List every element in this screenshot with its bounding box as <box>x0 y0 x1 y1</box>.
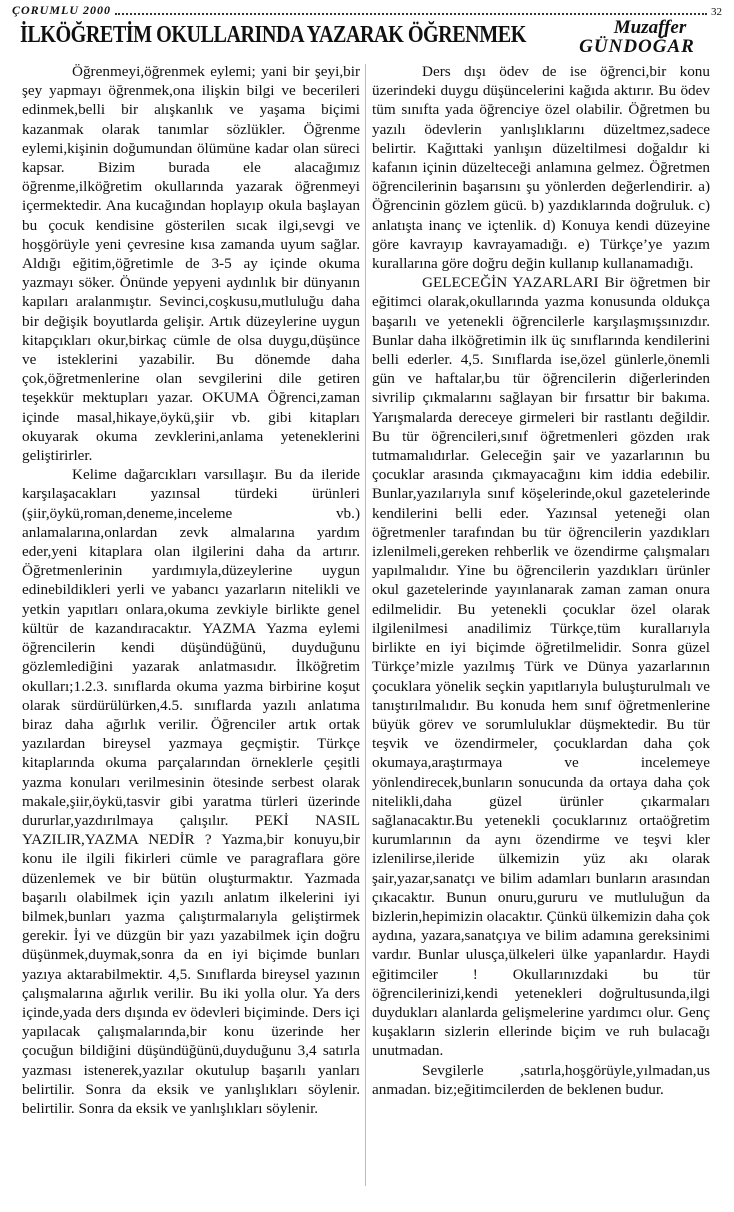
right-column <box>372 62 710 1099</box>
column-divider <box>365 64 366 1186</box>
author-name <box>552 18 722 56</box>
paragraph: Ders dışı ödev de ise öğrenci,bir konu üzerindeki duygu düşüncelerini kağıda aktırır. Bu ödev tüm sınıfta yada öğrenciye özel olabilir. Öğretmen bu yazılı ödevlerin yanlışlıklarını düzeltmez,sadece belirtir. Kağıttaki yanlışın düzeltilmesi doğaldır ki kafanın içinin düzelteceği anlamına gelmez. Öğretmen öğrencilerinin başarısını şu yönlerden değerlendirir. a) Öğrencinin gözlem gücü. b) yazdıklarında doğruluk. c) anlatışta inanç ve içtenlik. d) Konuya kendi düzeyine göre kavrayıp kavrayamadığı. e) Türkçe’ye yazım kurallarına göre doğru değin kullanıp kullanamadığı. <box>372 63 710 273</box>
article-title: İLKÖĞRETİM OKULLARINDA YAZARAK ÖĞRENMEK <box>20 22 526 48</box>
dotted-leader <box>115 13 707 15</box>
paragraph: GELECEĞİN YAZARLARI Bir öğretmen bir eğitimci olarak,okullarında yazma konusunda oldukça başarılı ve yetenekli öğrencilerle karşılaşmışsınızdır. Bunlar daha ilköğretimin ilk üç sınıflarında kendilerini belli ederler. 4,5. Sınıflarda ise,özel günlerle,önemli gün ve haftalar,bu tür öğrencilerin diğerlerinden sivrilip çıkmalarını sağlayan bir fırsattır bir bakıma. Yarışmalarda dereceye girmeleri bir rastlantı değildir. Bu tür öğrencileri,sınıf öğretmenleri gözden ırak tutmamalıdırlar. Geleceğin şair ve yazarlarının bu çocuklar arasında çıkmayacağını kim iddia edebilir. Bunlar,yazılarıyla sınıf köşelerinde,okul gazetelerinde kendilerini belli eder. Yazınsal yeteneği olan öğretmenler tarafından bu tür öğrencilerin yazdıkları izlenilmeli,gereken rehberlik ve özendirme çalışmaları yapılmalıdır. Yine bu öğrencilerin yazdıkları ürünler okul gazetelerinde yayınlanarak zaman zaman onura edilmelidir. Bu yetenekli çocuklar özel olarak ilgilenilmesi anadilimiz Türkçe,tüm kurallarıyla birlikte en iyi biçimde öğretilmelidir. Sonra güzel Türkçe’mizle yazılmış Türk ve Dünya yazarlarının çocuklara yönelik seçkin yapıtlarıyla buluşturulmalı ve tanıştırılmalıdır. Bu konuda hem sınıf öğretmenlerine büyük görev ve sorumluluklar düşmektedir. Bu tür teşvik ve özendirmeler, çocuklardan daha çok okumaya,araştırmaya ve incelemeye yönlendirecek,bunların sonucunda da ortaya daha çok nitelikli,daha güzel ürünler çıkarmaları sağlanacaktır.Bu yetenekli çocuklarınız ortaöğretim kurumlarının da aynı özendirme ve teşvi kler izlenilirse,ileride ülkemizin yüz akı olarak şair,yazar,sanatçı ve bilim adamları bunların arasından çıkacaktır. Bunun onuru,gururu ve mutluluğun da bizlerin,hepimizin olacaktır. Çünkü ülkemizin daha çok aydına, yazara,sanatçıya ve bilim adamına gereksinimi vardır. Bunlar ulusça,ülkeleri ülke yapanlardır. Haydi eğitimciler ! Okullarınızdaki bu tür öğrencilerinizi,kendi yetenekleri doğrultusunda,ilgi duydukları alanlarda gelişmelerine yardımcı olur. Genç kuşakların sizlerin ellerinde biçim ve ruh bulacağı unutmadan. <box>372 274 710 1060</box>
page-number: 32 <box>711 6 722 18</box>
magazine-name: ÇORUMLU 2000 <box>12 3 112 17</box>
page-header <box>12 2 722 18</box>
paragraph: Kelime dağarcıkları varsıllaşır. Bu da ileride karşılaşacakları yazınsal türdeki ürünleri (şiir,öykü,roman,deneme,inceleme vb.) anlamalarına,onlardan zevk almalarına yardım eder,yeni kitaplara olan ilgilerini daha da artırır. Öğretmenlerinin yardımıyla,düzeylerine uygun edinebildikleri yerli ve yabancı yazarların nitelikli ve yetkin yapıtları onlara,okuma zevkiyle birlikte genel kültür de kazandıracaktır. YAZMA Yazma eylemi öğrencilerin kendi düşündüğünü, duyduğunu gözlemlediğini yazarak anlatmasıdır. İlköğretim okulları;1.2.3. sınıflarda okuma yazma birbirine koşut olarak sürdürülürken,4.5. sınıflarda yazılı anlatıma biraz daha ağırlık verilir. Öğrenciler artık ortak yazılardan bireysel yazmaya geçmiştir. Türkçe kitaplarında okuma parçalarından örneklerle çeşitli yazma konuları verilmesinin ötesinde serbest olarak makale,şiir,öykü,tasvir gibi yaratma türleri üzerinde dururlar,yazdırılmaya çalışılır. PEKİ NASIL YAZILIR,YAZMA NEDİR ? Yazma,bir konuyu,bir konu ile ilgili fikirleri cümle ve paragraflara göre düzenlemek ve bir bütün oluşturmaktır. Yazmada başarılı olabilmek için yazılı anlatım ilkelerini iyi bilmek,bunları yazma çalıştırmalarıyla geliştirmek gerekir. İyi ve düzgün bir yazı yazabilmek için doğru düşünmek,duymak,sonra da en iyi biçimde bunları yazıya aktarabilmektir. 4,5. Sınıflarda bireysel yazının çalışmalarına ağırlık verilir. Bu iki yolla olur. Ya ders içinde,yada ders dışında ev ödevleri biçiminde. Ders içi yapılacak çalışmalarında,bir konu üzerinde her çocuğun bildiğini düşündüğünü,duyduğunu 3,4 satırla yazması istenerek,yazılar okutulup başarılı yanları belirtilir. Sonra da eksik ve yanlışlıkları söylenir. belirtilir. Sonra da eksik ve yanlışlıkları söylenir. <box>22 466 360 1117</box>
paragraph: Sevgilerle ,satırla,hoşgörüyle,yılmadan,us anmadan. biz;eğitimcilerden de beklenen budur. <box>372 1061 710 1098</box>
author-first-name: Muzaffer <box>613 17 687 38</box>
paragraph: Öğrenmeyi,öğrenmek eylemi; yani bir şeyi,bir şey yapmayı öğrenmek,ona ilişkin bilgi ve becerileri edinmek,belli bir alışkanlık ve yaşama biçimi kazanmak olarak tanımlar sözlükler. Öğrenme eylemi,kişinin doğumundan ölümüne kadar olan süreci kapsar. Bizim burada ele alacağımız öğrenme,ilköğretim okullarında yazarak öğrenmeyi içermektedir. Ana kucağından hoplayıp okula başlayan bu çocuk kendisine gösterilen sıcak ilgi,sevgi ve hoşgörüyle yeni çevresine kısa zamanda uyum sağlar. Aldığı eğitim,öğretimle de 3-5 ay içinde okuma yazmayı söker. Önünde yepyeni aydınlık bir dünyanın kapıları aralanmıştır. Sevinci,coşkusu,mutluluğu daha bir değişik boyutlarda gelişir. Artık düzeylerine uygun kitapçıkları okur,birkaç cümle de olsa duygu,düşünce ve isteklerini yazabilir. Bu dönemde daha çok,öğretmenlerine olan sevgilerini dile getiren teşekkür mektupları yazar. OKUMA Öğrenci,zaman içinde masal,hikaye,öykü,şiir vb. gibi kitapları okuyarak okuma zevklerini,anlama yeteneklerini geliştirirler. <box>22 63 360 465</box>
author-last-name: GÜNDOĞAR <box>579 36 695 57</box>
left-column <box>22 62 360 1118</box>
